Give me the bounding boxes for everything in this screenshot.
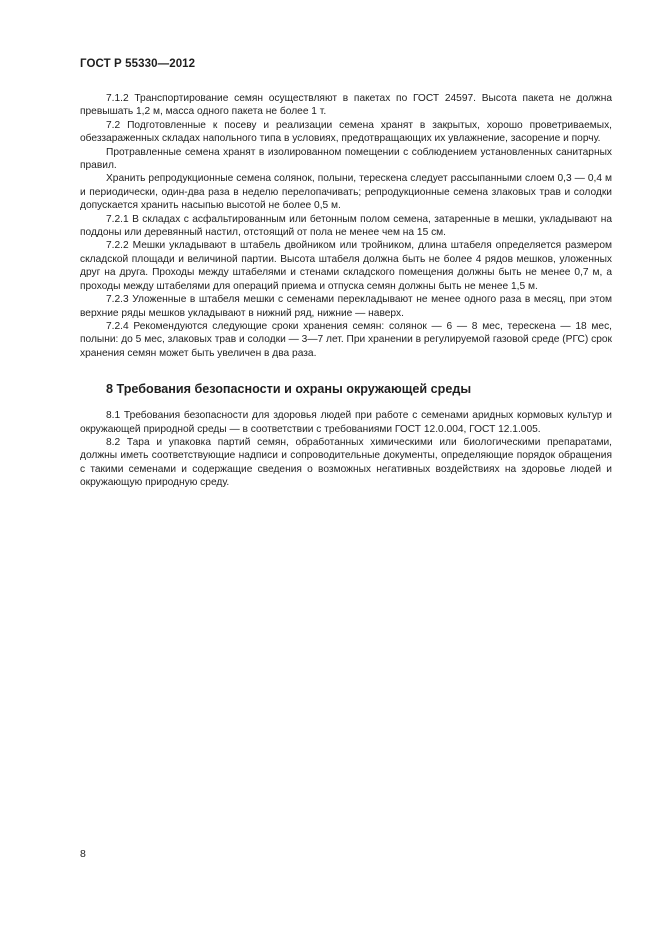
page-number: 8 <box>80 848 86 860</box>
paragraph-7-2-3: 7.2.3 Уложенные в штабеля мешки с семенами перекладывают не менее одного раза в месяц, при этом верхние ряды мешков укладывают в нижний ряд, нижние — наверх. <box>80 294 612 319</box>
paragraph-7-2: 7.2 Подготовленные к посеву и реализации семена хранят в закрытых, хорошо проветриваемых, обеззараженных складах напольного типа в условиях, предотвращающих их увлажнение, засорение и порчу. <box>80 119 612 145</box>
paragraph-treated-seeds: Протравленные семена хранят в изолированном помещении с соблюдением установленных санитарных правил. <box>80 146 612 172</box>
paragraph-7-2-2: 7.2.2 Мешки укладывают в штабель двойником или тройником, длина штабеля определяется размером складской площади и величиной партии. Высота штабеля должна быть не более 4 рядов мешков, уложенных друг на друга. Проходы между штабелями и стенами складского помещения должны быть не менее 0,7 м, а проходы между штабелями для операций приема и отпуска семян должны быть не менее 1,5 м. <box>80 240 612 292</box>
section-8-title: 8 Требования безопасности и охраны окружающей среды <box>106 382 472 397</box>
paragraph-8-1: 8.1 Требования безопасности для здоровья людей при работе с семенами аридных кормовых культур и окружающей природной среды — в соответствии с требованиями ГОСТ 12.0.004, ГОСТ 12.1.005. <box>80 410 612 435</box>
paragraph-7-2-4: 7.2.4 Рекомендуются следующие сроки хранения семян: солянок — 6 — 8 мес, терескена — 18 мес, полыни: до 5 мес, злаковых трав и солодки — 3—7 лет. При хранении в регулируемой газовой среде (РГС) срок хранения семян может быть увеличен в два раза. <box>80 320 612 359</box>
document-body <box>80 92 612 490</box>
paragraph-8-2: 8.2 Тара и упаковка партий семян, обработанных химическими или биологическими препаратами, должны иметь соответствующие надписи и сопроводительные документы, определяющие порядок обращения с такими семенами и содержащие сведения о возможных негативных воздействиях на здоровье людей и окружающую природную среду. <box>80 436 612 489</box>
paragraph-7-1-2: 7.1.2 Транспортирование семян осуществляют в пакетах по ГОСТ 24597. Высота пакета не должна превышать 1,2 м, масса одного пакета не более 1 т. <box>80 93 612 118</box>
paragraph-storage-layers: Хранить репродукционные семена солянок, полыни, терескена следует рассыпанными слоем 0,3 — 0,4 м и периодически, один-два раза в неделю перелопачивать; репродукционные семена злаковых трав и солодки допускается хранить насыпью высотой не более 0,5 м. <box>80 173 612 212</box>
paragraph-7-2-1: 7.2.1 В складах с асфальтированным или бетонным полом семена, затаренные в мешки, укладывают на поддоны или деревянный настил, отстоящий от пола не менее чем на 15 см. <box>80 213 612 239</box>
document-header: ГОСТ Р 55330—2012 <box>80 58 196 70</box>
